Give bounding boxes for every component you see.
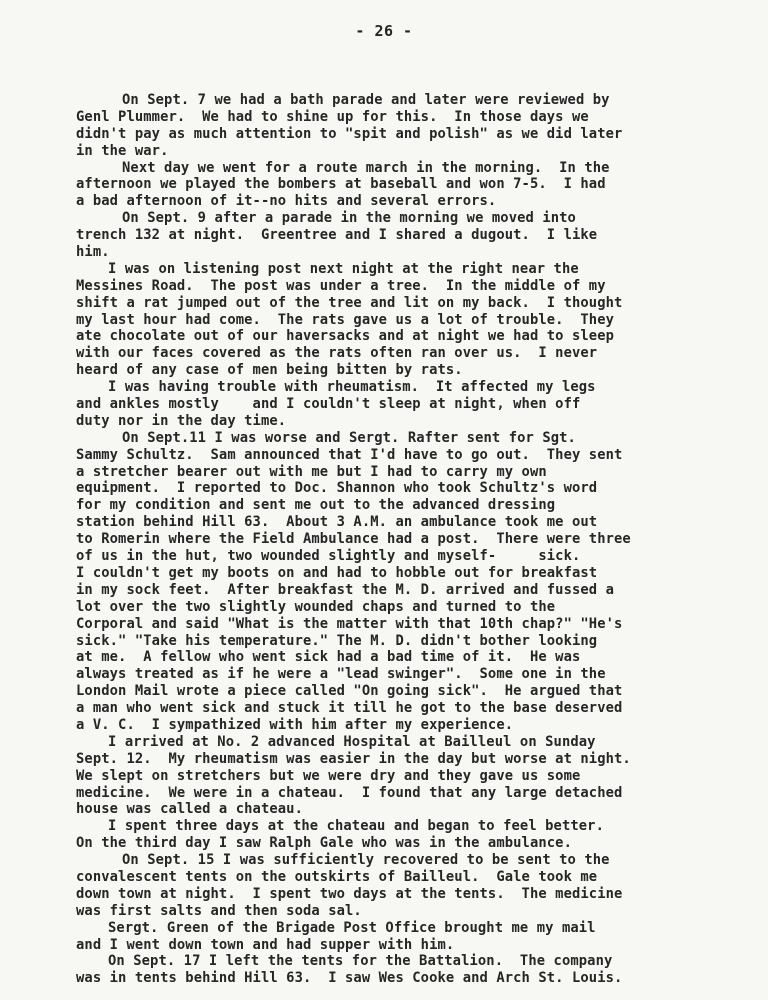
text-line: I couldn't get my boots on and had to hobble out for breakfast (76, 564, 598, 581)
page-number: - 26 - (355, 22, 413, 40)
text-line: On Sept. 9 after a parade in the morning we moved into (122, 210, 576, 227)
text-line: was first salts and then soda sal. (76, 902, 362, 919)
text-line: to Romerin where the Field Ambulance had a post. There were three (76, 531, 631, 548)
text-line: I was on listening post next night at the right near the (108, 260, 579, 277)
text-line: London Mail wrote a piece called "On going sick". He argued that (76, 683, 623, 700)
text-line: a bad afternoon of it--no hits and several errors. (76, 193, 497, 210)
text-line: down town at night. I spent two days at the tents. The medicine (76, 885, 623, 902)
text-line: in my sock feet. After breakfast the M. D. arrived and fussed a (76, 581, 615, 598)
typescript-body (76, 92, 706, 987)
text-line: I arrived at No. 2 advanced Hospital at Bailleul on Sunday (108, 733, 596, 750)
text-line: a man who went sick and stuck it till he got to the base deserved (76, 700, 623, 717)
text-line: ate chocolate out of our haversacks and at night we had to sleep (76, 328, 615, 345)
text-line: a stretcher bearer out with me but I had to carry my own (76, 463, 547, 480)
text-line: and ankles mostly and I couldn't sleep at night, when off (76, 396, 581, 413)
text-line: shift a rat jumped out of the tree and lit on my back. I thought (76, 294, 623, 311)
text-line: at me. A fellow who went sick had a bad time of it. He was (76, 649, 581, 666)
text-line: On Sept.11 I was worse and Sergt. Rafter sent for Sgt. (122, 429, 576, 446)
text-line: Corporal and said "What is the matter with that 10th chap?" "He's (76, 615, 623, 632)
text-line: On Sept. 15 I was sufficiently recovered to be sent to the (122, 852, 610, 869)
text-line: didn't pay as much attention to "spit and polish" as we did later (76, 125, 623, 142)
text-line: my last hour had come. The rats gave us a lot of trouble. They (76, 311, 615, 328)
text-line: house was called a chateau. (76, 801, 303, 818)
text-line: with our faces covered as the rats often ran over us. I never (76, 345, 598, 362)
text-line: heard of any case of men being bitten by rats. (76, 362, 463, 379)
text-line: Sammy Schultz. Sam announced that I'd have to go out. They sent (76, 446, 623, 463)
text-line: and I went down town and had supper with him. (76, 936, 455, 953)
text-line: equipment. I reported to Doc. Shannon who took Schultz's word (76, 480, 598, 497)
text-line: On Sept. 7 we had a bath parade and later were reviewed by (122, 92, 610, 108)
text-line: for my condition and sent me out to the advanced dressing (76, 497, 556, 514)
text-line: On the third day I saw Ralph Gale who was in the ambulance. (76, 835, 572, 852)
text-line: Sergt. Green of the Brigade Post Office brought me my mail (108, 919, 596, 936)
text-line: sick." "Take his temperature." The M. D. didn't bother looking (76, 632, 598, 649)
text-line: station behind Hill 63. About 3 A.M. an ambulance took me out (76, 514, 598, 531)
text-line: afternoon we played the bombers at baseball and won 7-5. I had (76, 176, 606, 193)
text-line: was in tents behind Hill 63. I saw Wes Cooke and Arch St. Louis. (76, 970, 623, 987)
text-line: him. (76, 244, 110, 261)
text-line: trench 132 at night. Greentree and I shared a dugout. I like (76, 227, 598, 244)
text-line: duty nor in the day time. (76, 412, 287, 429)
text-line: a V. C. I sympathized with him after my experience. (76, 716, 514, 733)
text-line: Sept. 12. My rheumatism was easier in the day but worse at night. (76, 750, 631, 767)
text-line: always treated as if he were a "lead swinger". Some one in the (76, 666, 606, 683)
text-line: in the war. (76, 142, 169, 159)
text-line: I was having trouble with rheumatism. It affected my legs (108, 379, 596, 396)
text-line: Genl Plummer. We had to shine up for this. In those days we (76, 108, 589, 125)
text-line: of us in the hut, two wounded slightly and myself- sick. (76, 548, 581, 565)
text-line: medicine. We were in a chateau. I found that any large detached (76, 784, 623, 801)
text-line: I spent three days at the chateau and began to feel better. (108, 818, 604, 835)
text-line: We slept on stretchers but we were dry and they gave us some (76, 767, 581, 784)
text-line: lot over the two slightly wounded chaps and turned to the (76, 598, 556, 615)
text-line: Next day we went for a route march in the morning. In the (122, 159, 610, 176)
text-line: convalescent tents on the outskirts of Bailleul. Gale took me (76, 868, 598, 885)
text-line: Messines Road. The post was under a tree. In the middle of my (76, 277, 606, 294)
text-line: On Sept. 17 I left the tents for the Battalion. The company (108, 953, 613, 970)
